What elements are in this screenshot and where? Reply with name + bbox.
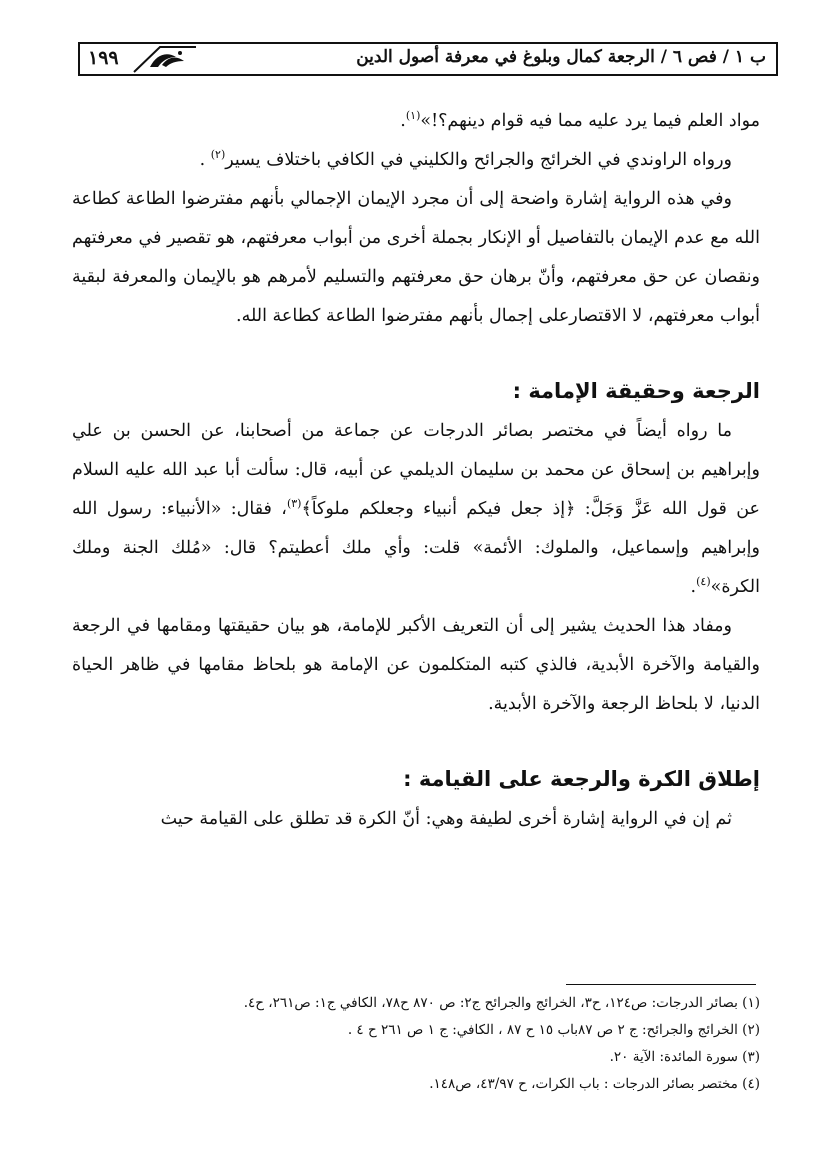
running-header bbox=[78, 42, 778, 76]
paragraph: ثم إن في الرواية إشارة أخرى لطيفة وهي: أنّ الكرة قد تطلق على القيامة حيث bbox=[160, 809, 732, 829]
page-number: ١٩٩ bbox=[88, 47, 119, 69]
footnote: (٤) مختصر بصائر الدرجات : باب الكرات، ح ٤٣/٩٧، ص١٤٨. bbox=[429, 1076, 760, 1092]
section-heading: الرجعة وحقيقة الإمامة : bbox=[512, 379, 760, 403]
footnote-divider bbox=[566, 984, 756, 985]
footnote: (٣) سورة المائدة: الآية ٢٠. bbox=[609, 1049, 760, 1065]
body-text bbox=[72, 102, 760, 839]
footnote-ref: (٣) bbox=[286, 497, 302, 511]
paragraph: ما رواه أيضاً في مختصر بصائر الدرجات عن جماعة من أصحابنا، عن الحسن بن علي وإبراهيم بن إسحاق عن محمد بن سليمان الديلمي عن أبيه، قال: سألت أبا عبد الله عليه السلام عن قول الله عَزَّ وَجَلَّ: ﴿إذ جعل فيكم أنبياء وجعلكم ملوكاً﴾$^{(٣)}$، فقال: «الأنبياء: رسول الله وإبراهيم وإسماعيل، والملوك: الأئمة» قلت: وأي ملك أعطيتم؟ قال: «مُلك الجنة وملك الكرة»$^{(٤)}$. bbox=[72, 421, 760, 597]
paragraph: مواد العلم فيما يرد عليه مما فيه قوام دينهم؟!»$^{(١)}$. bbox=[400, 109, 760, 131]
header-title: ب ١ / فص ٦ / الرجعة كمال وبلوغ في معرفة أصول الدين bbox=[356, 47, 766, 67]
paragraph: ومفاد هذا الحديث يشير إلى أن التعريف الأكبر للإمامة، هو بيان حقيقتها ومقامها في الرجعة والقيامة والآخرة الأبدية، فالذي كتبه المتكلمون عن الإمامة هو بلحاظ مقامها في ظاهر الحياة الدنيا، لا بلحاظ الرجعة والآخرة الأبدية. bbox=[72, 616, 760, 714]
paragraph: وفي هذه الرواية إشارة واضحة إلى أن مجرد الإيمان الإجمالي بأنهم مفترضوا الطاعة كطاعة الله مع عدم الإيمان بالتفاصيل أو الإنكار بجملة أخرى من أبواب معرفتهم، هو تقصير في معرفتهم ونقصان عن حق معرفتهم، وأنّ برهان حق معرفتهم والتسليم لأمرهم هو بالإيمان والمعرفة لبقية أبواب معرفتهم، لا الاقتصارعلى إجمال بأنهم مفترضوا الطاعة كطاعة الله. bbox=[72, 189, 760, 326]
footnote: (١) بصائر الدرجات: ص١٢٤، ح٣، الخرائج والجرائح ج٢: ص ٨٧٠ ح٧٨، الكافي ج١: ص٢٦١، ح٤. bbox=[243, 995, 760, 1011]
footnotes bbox=[80, 990, 760, 1098]
footnote-ref: (٤) bbox=[696, 575, 711, 589]
footnote-ref: (٢) bbox=[210, 148, 226, 162]
ornament-icon bbox=[132, 45, 198, 73]
section-heading: إطلاق الكرة والرجعة على القيامة : bbox=[403, 767, 760, 791]
footnote: (٢) الخرائج والجرائح: ج ٢ ص ٨٧باب ١٥ ح ٨٧ ، الكافي: ج ١ ص ٢٦١ ح ٤ . bbox=[347, 1022, 760, 1038]
footnote-ref: (١) bbox=[405, 109, 421, 123]
paragraph: ورواه الراوندي في الخرائج والجرائح والكليني في الكافي باختلاف يسير$^{(٢)}$ . bbox=[199, 148, 732, 170]
